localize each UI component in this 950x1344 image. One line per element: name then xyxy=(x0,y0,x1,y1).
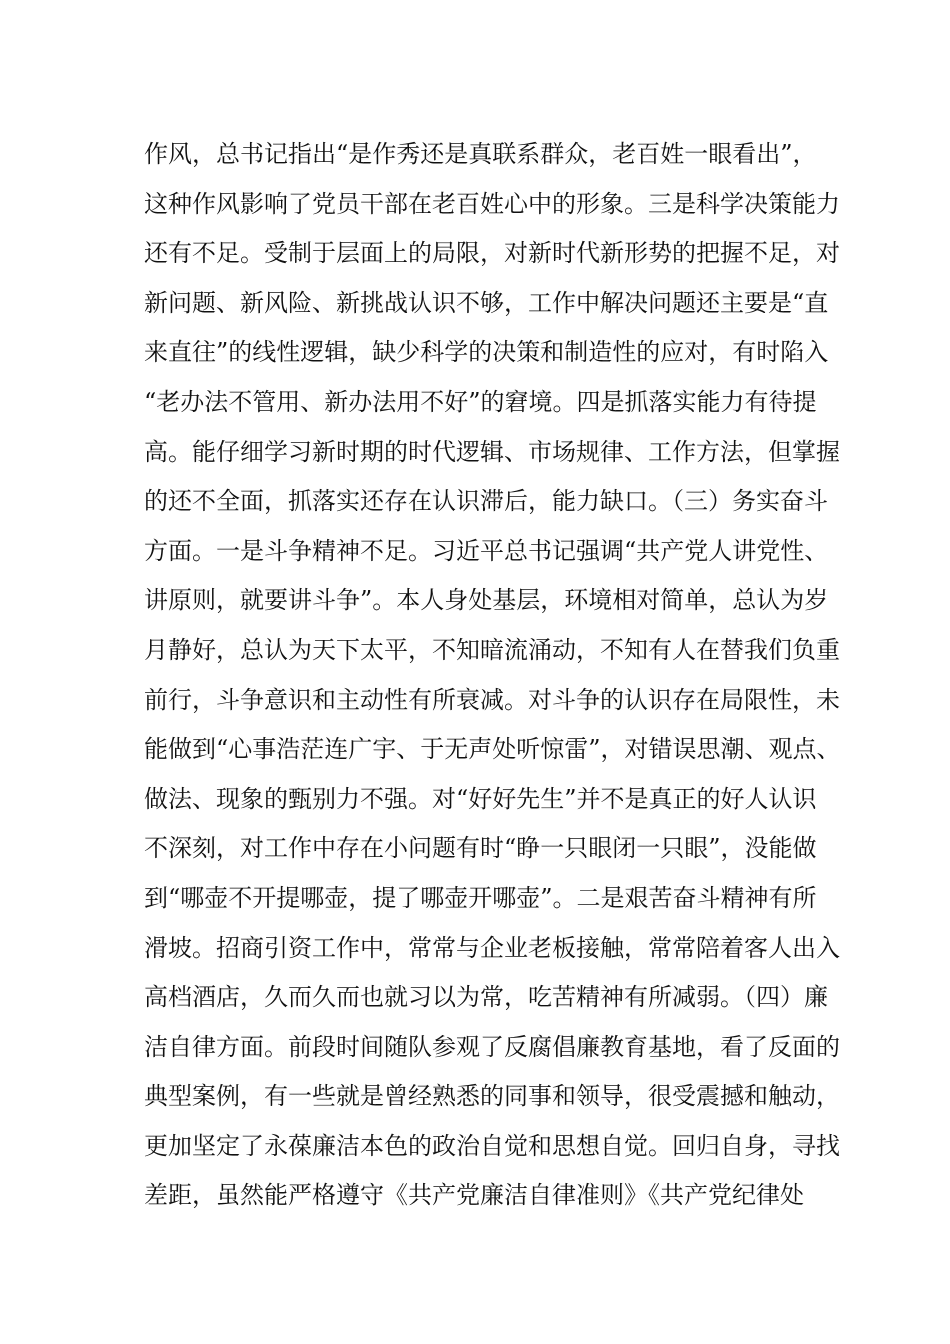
body-text xyxy=(144,130,844,1221)
text-line-3: 还有不足。受制于层面上的局限，对新时代新形势的把握不足，对 xyxy=(144,239,840,268)
text-line-14: 做法、现象的甄别力不强。对“好好先生”并不是真正的好人认识 xyxy=(144,784,817,813)
text-line-18: 高档酒店，久而久而也就习以为常，吃苦精神有所减弱。（四）廉 xyxy=(144,983,828,1012)
text-line-6: “老办法不管用、新办法用不好”的窘境。四是抓落实能力有待提 xyxy=(144,387,817,416)
text-line-11: 月静好，总认为天下太平，不知暗流涌动，不知有人在替我们负重 xyxy=(144,635,840,664)
text-line-8: 的还不全面，抓落实还存在认识滞后，能力缺口。（三）务实奋斗 xyxy=(144,487,828,516)
text-line-22: 差距，虽然能严格遵守《共产党廉洁自律准则》《共产党纪律处 xyxy=(144,1181,804,1210)
text-line-1: 作风，总书记指出“是作秀还是真联系群众，老百姓一眼看出”， xyxy=(144,140,817,168)
text-line-19: 洁自律方面。前段时间随队参观了反腐倡廉教育基地，看了反面的 xyxy=(144,1032,840,1061)
text-line-9: 方面。一是斗争精神不足。习近平总书记强调“共产党人讲党性、 xyxy=(144,536,829,565)
text-line-15: 不深刻，对工作中存在小问题有时“睁一只眼闭一只眼”，没能做 xyxy=(144,834,817,863)
text-line-10: 讲原则，就要讲斗争”。本人身处基层，环境相对简单，总认为岁 xyxy=(144,586,829,615)
text-line-20: 典型案例，有一些就是曾经熟悉的同事和领导，很受震撼和触动， xyxy=(144,1082,840,1111)
text-line-13: 能做到“心事浩茫连广宇、于无声处听惊雷”，对错误思潮、观点、 xyxy=(144,735,841,764)
text-line-5: 来直往”的线性逻辑，缺少科学的决策和制造性的应对，有时陷入 xyxy=(144,338,829,367)
text-line-7: 高。能仔细学习新时期的时代逻辑、市场规律、工作方法，但掌握 xyxy=(144,437,840,466)
text-line-12: 前行，斗争意识和主动性有所衰减。对斗争的认识存在局限性，未 xyxy=(144,685,840,714)
text-line-21: 更加坚定了永葆廉洁本色的政治自觉和思想自觉。回归自身，寻找 xyxy=(144,1131,840,1160)
text-line-2: 这种作风影响了党员干部在老百姓心中的形象。三是科学决策能力 xyxy=(144,189,840,218)
text-line-16: 到“哪壶不开提哪壶，提了哪壶开哪壶”。二是艰苦奋斗精神有所 xyxy=(144,883,817,912)
text-line-17: 滑坡。招商引资工作中，常常与企业老板接触，常常陪着客人出入 xyxy=(144,933,840,962)
text-line-4: 新问题、新风险、新挑战认识不够，工作中解决问题还主要是“直 xyxy=(144,288,829,317)
